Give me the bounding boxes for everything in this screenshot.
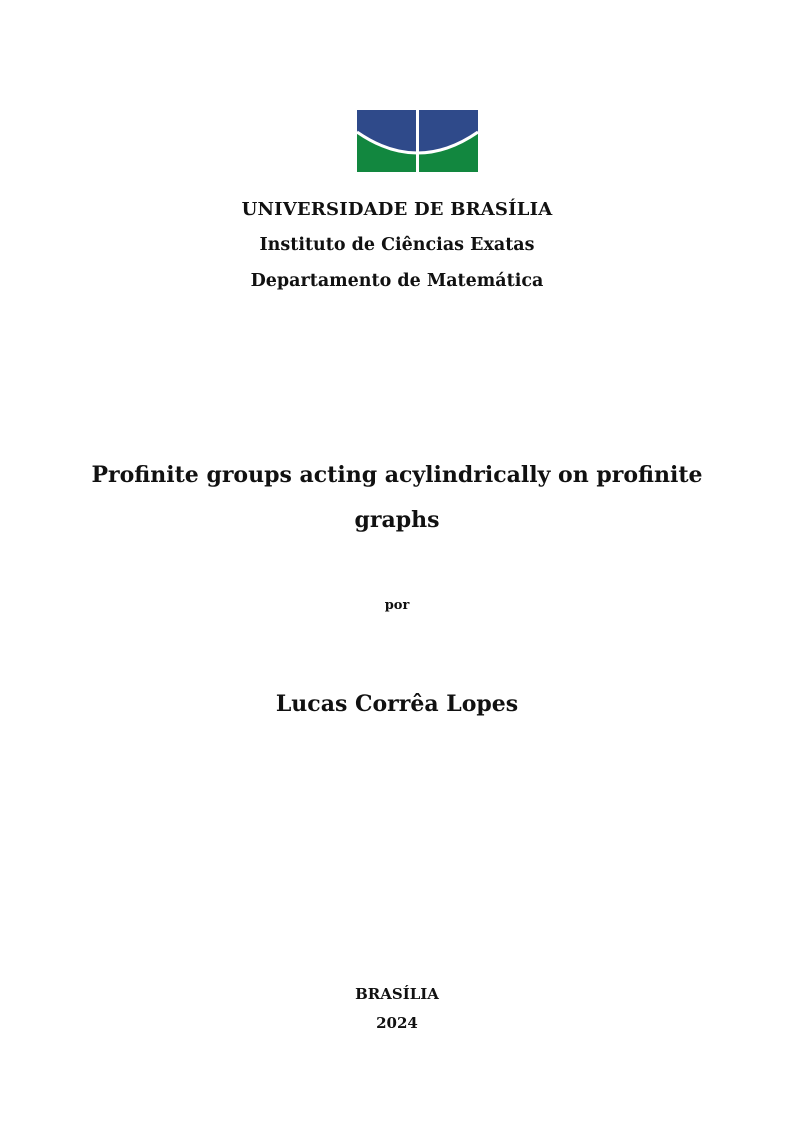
by-label: por (384, 598, 410, 613)
university-name: UNIVERSIDADE DE BRASÍLIA (241, 199, 553, 220)
city-name: BRASÍLIA (355, 985, 439, 1003)
thesis-title-line-1: Profinite groups acting acylindrically on profinite (91, 462, 703, 488)
institute-name: Instituto de Ciências Exatas (259, 235, 535, 255)
thesis-title-line-2: graphs (354, 507, 440, 533)
year: 2024 (376, 1014, 418, 1032)
department-name: Departamento de Matemática (250, 271, 544, 291)
author-name: Lucas Corrêa Lopes (275, 691, 519, 717)
unb-logo-icon (357, 110, 478, 172)
